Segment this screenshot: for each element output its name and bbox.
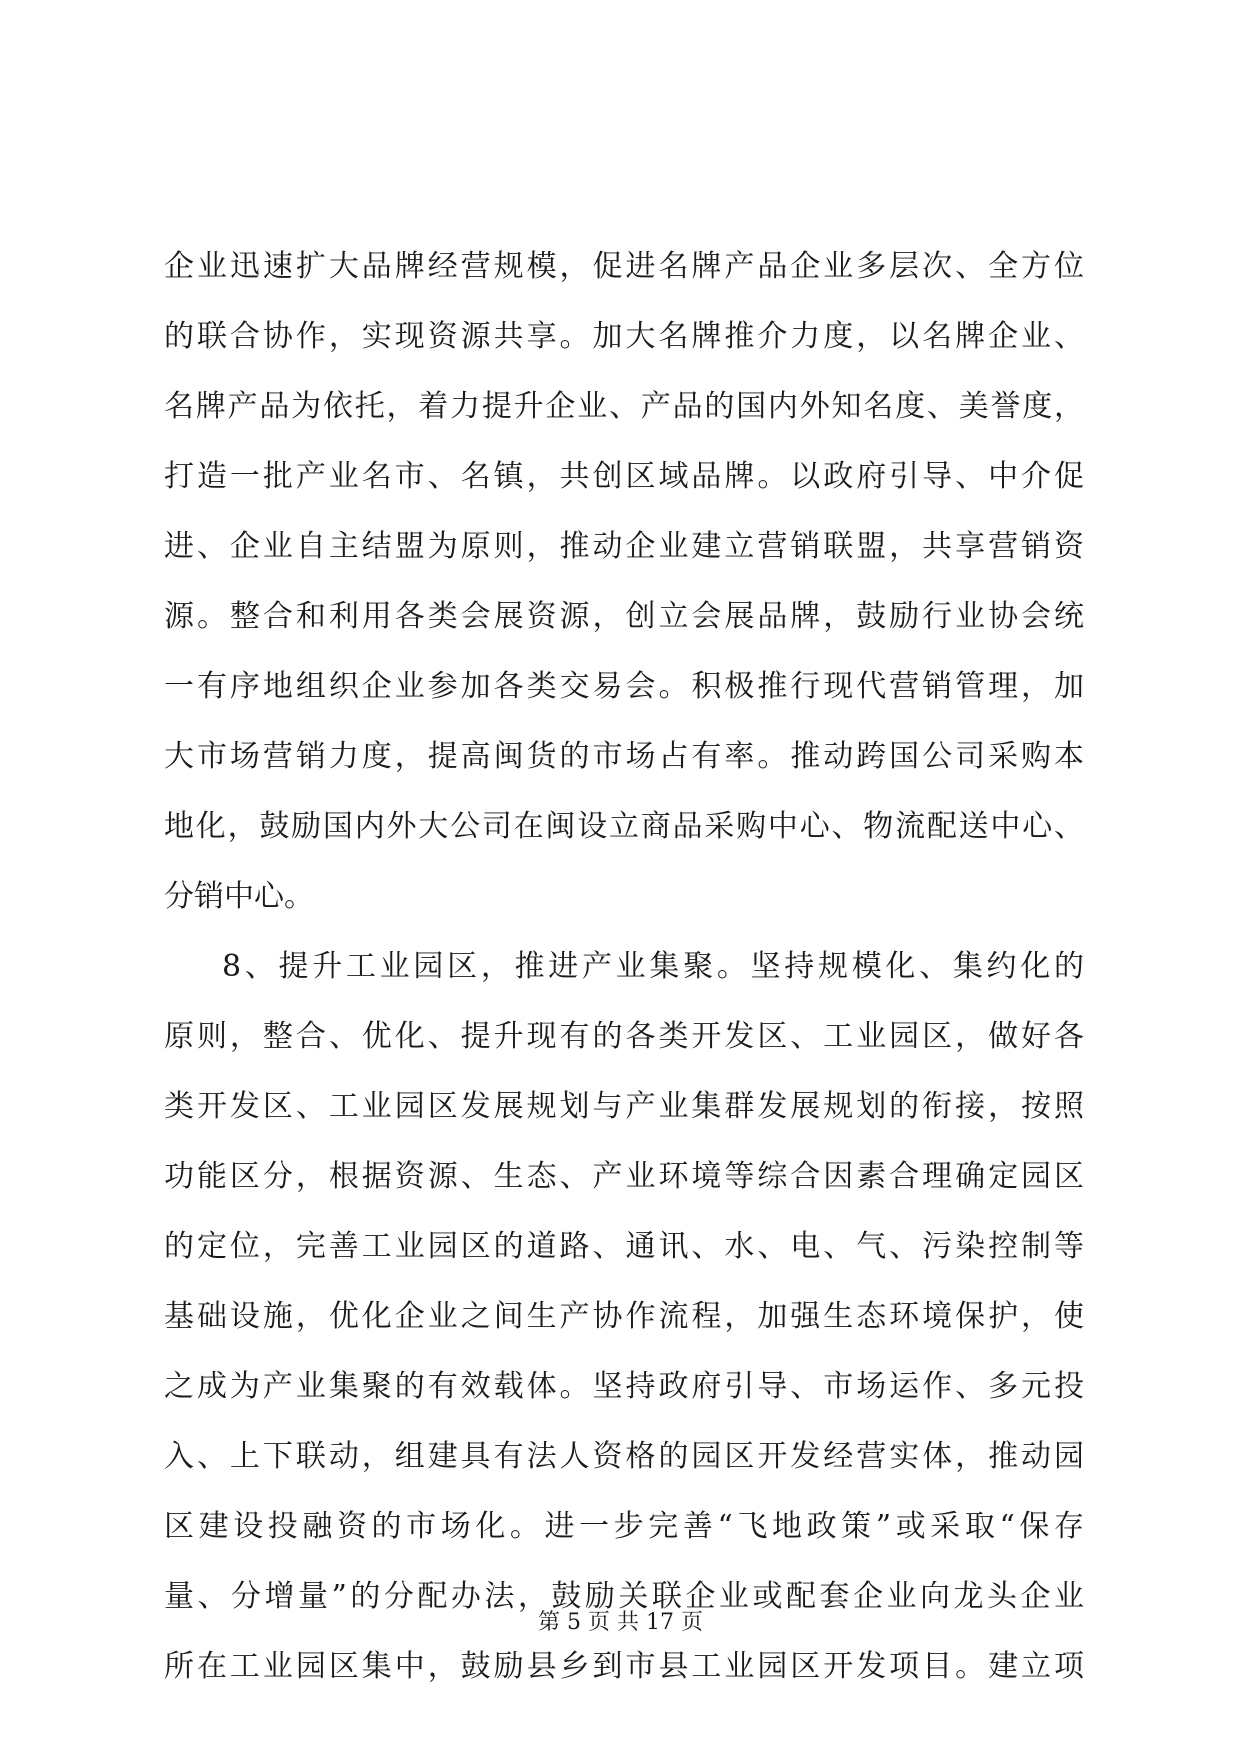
text-line: 企业迅速扩大品牌经营规模，促进名牌产品企业多层次、全方位: [164, 249, 1084, 284]
text-line: 类开发区、工业园区发展规划与产业集群发展规划的衔接，按照: [164, 1089, 1084, 1124]
paragraph-start-line: 8、提升工业园区，推进产业集聚。坚持规模化、集约化的: [222, 949, 1084, 984]
text-line: 的定位，完善工业园区的道路、通讯、水、电、气、污染控制等: [164, 1229, 1084, 1264]
text-line: 所在工业园区集中，鼓励县乡到市县工业园区开发项目。建立项: [164, 1649, 1084, 1684]
text-line: 打造一批产业名市、名镇，共创区域品牌。以政府引导、中介促: [164, 459, 1084, 494]
text-line: 一有序地组织企业参加各类交易会。积极推行现代营销管理，加: [164, 669, 1084, 704]
text-line: 大市场营销力度，提高闽货的市场占有率。推动跨国公司采购本: [164, 739, 1084, 774]
text-line: 地化，鼓励国内外大公司在闽设立商品采购中心、物流配送中心、: [164, 809, 1084, 844]
text-line: 名牌产品为依托，着力提升企业、产品的国内外知名度、美誉度，: [164, 389, 1084, 424]
text-line: 原则，整合、优化、提升现有的各类开发区、工业园区，做好各: [164, 1019, 1084, 1054]
page-footer: [0, 1605, 1241, 1636]
body-text: [164, 232, 1084, 1702]
text-line: 分销中心。: [164, 879, 314, 914]
text-line: 基础设施，优化企业之间生产协作流程，加强生态环境保护，使: [164, 1299, 1084, 1334]
text-line: 源。整合和利用各类会展资源，创立会展品牌，鼓励行业协会统: [164, 599, 1084, 634]
text-line: 之成为产业集聚的有效载体。坚持政府引导、市场运作、多元投: [164, 1369, 1084, 1404]
text-line: 功能区分，根据资源、生态、产业环境等综合因素合理确定园区: [164, 1159, 1084, 1194]
text-line: 量、分增量”的分配办法，鼓励关联企业或配套企业向龙头企业: [164, 1579, 1084, 1614]
text-line: 入、上下联动，组建具有法人资格的园区开发经营实体，推动园: [164, 1439, 1084, 1474]
text-line: 的联合协作，实现资源共享。加大名牌推介力度，以名牌企业、: [164, 319, 1084, 354]
page-number-label: 第 5 页 共 17 页: [538, 1610, 703, 1635]
text-line: 区建设投融资的市场化。进一步完善“飞地政策”或采取“保存: [164, 1509, 1084, 1544]
text-line: 进、企业自主结盟为原则，推动企业建立营销联盟，共享营销资: [164, 529, 1084, 564]
